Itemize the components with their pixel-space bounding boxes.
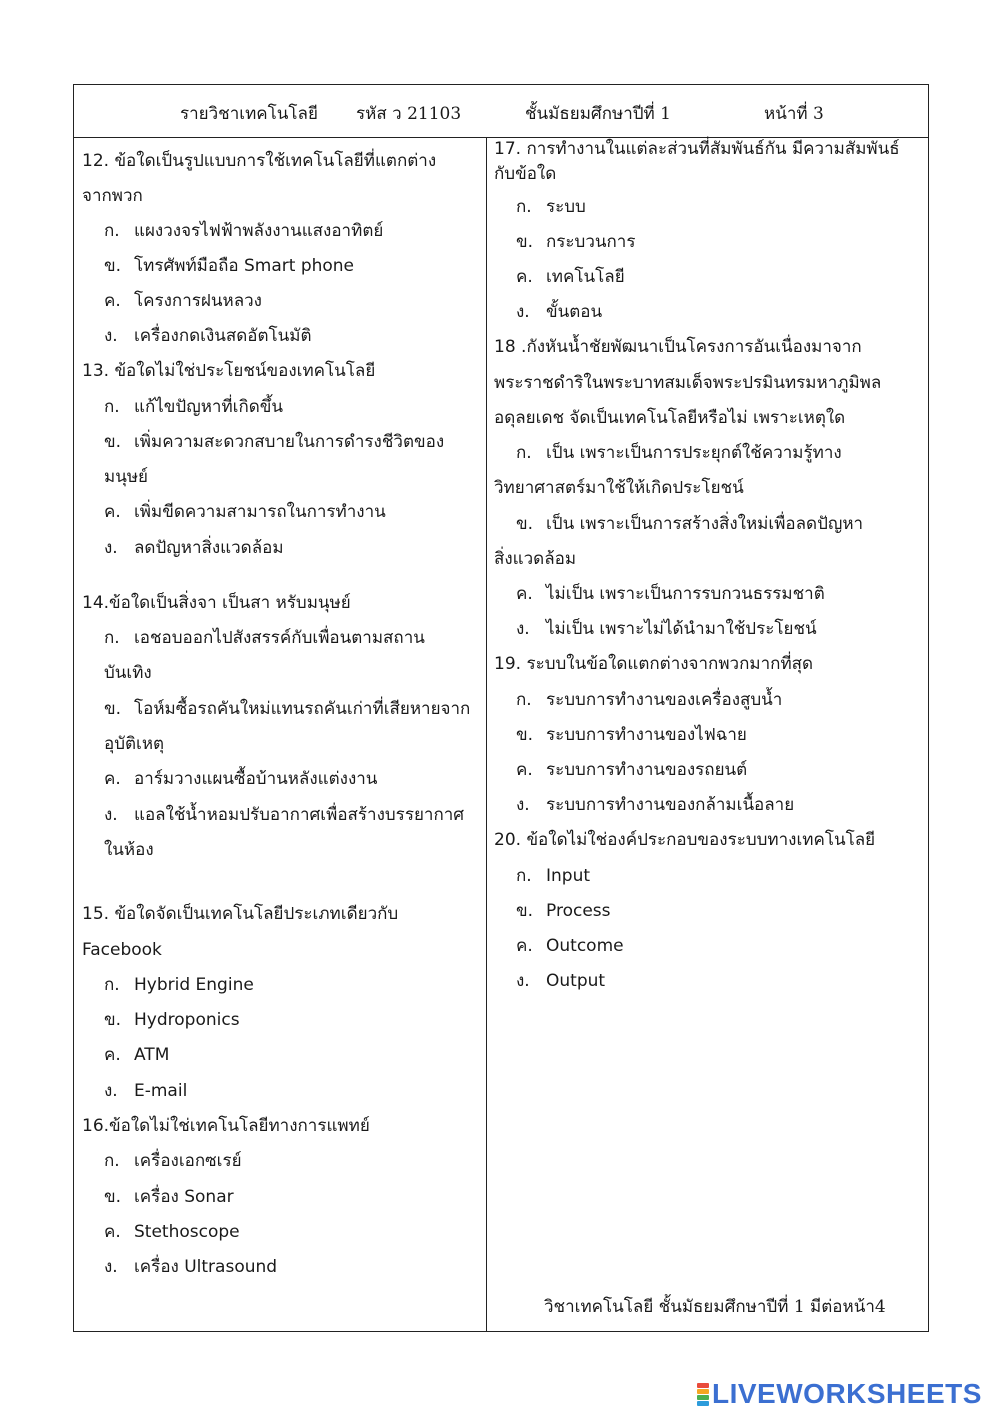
option-text: เครื่อง Sonar — [134, 1187, 234, 1207]
brand-name: LIVEWORKSHEETS — [712, 1378, 982, 1409]
answer-option — [82, 431, 444, 453]
header-grade: ชั้นมัธยมศึกษาปีที่ 1 — [525, 104, 671, 124]
answer-option — [82, 627, 425, 649]
option-letter: ง. — [516, 302, 530, 322]
option-letter: ค. — [104, 502, 121, 522]
option-text: โครงการฝนหลวง — [134, 291, 262, 311]
option-text: โอห์มซื้อรถคันใหม่แทนรถคันเก่าที่เสียหายจาก — [134, 699, 471, 719]
option-letter: ข. — [104, 256, 122, 276]
answer-option — [82, 396, 283, 418]
logo-bar — [697, 1389, 709, 1394]
option-text: ATM — [134, 1045, 170, 1065]
option-text: ไม่เป็น เพราะไม่ได้นำมาใช้ประโยชน์ — [546, 619, 817, 639]
option-text: โทรศัพท์มือถือ Smart phone — [134, 256, 355, 276]
option-text: ระบบการทำงานของรถยนต์ — [546, 760, 748, 780]
option-text: กระบวนการ — [546, 232, 636, 252]
option-continuation: ในห้อง — [104, 840, 154, 860]
answer-option — [82, 501, 386, 523]
option-letter: ค. — [104, 291, 121, 311]
answer-option — [494, 935, 624, 957]
answer-option — [82, 255, 354, 277]
option-letter: ง. — [104, 326, 118, 346]
option-text: แผงวงจรไฟฟ้าพลังงานแสงอาทิตย์ — [134, 221, 384, 241]
answer-option — [494, 970, 605, 992]
option-letter: ค. — [104, 1222, 121, 1242]
logo-bar — [697, 1401, 709, 1406]
option-letter: ค. — [516, 936, 533, 956]
answer-option — [494, 442, 842, 464]
answer-option — [494, 689, 782, 711]
worksheet-header — [74, 85, 928, 138]
answer-option — [494, 900, 611, 922]
option-text: ขั้นตอน — [546, 302, 603, 322]
answer-option — [82, 1256, 277, 1278]
question-text: 13. ข้อใดไม่ใช่ประโยชน์ของเทคโนโลยี — [82, 361, 376, 381]
option-text: Hybrid Engine — [134, 975, 254, 995]
option-text: ระบบการทำงานของไฟฉาย — [546, 725, 747, 745]
question-text: Facebook — [82, 940, 162, 960]
option-letter: ก. — [516, 443, 532, 463]
answer-option — [494, 794, 794, 816]
header-subject: รายวิชาเทคโนโลยี — [180, 104, 318, 124]
answer-option — [494, 513, 863, 535]
question-text: สิ่งแวดล้อม — [494, 549, 577, 569]
option-text: Input — [546, 866, 591, 886]
answer-option — [494, 618, 817, 640]
option-text: เครื่องเอกซเรย์ — [134, 1151, 242, 1171]
option-letter: ค. — [516, 267, 533, 287]
answer-option — [82, 1044, 169, 1066]
option-letter: ข. — [516, 232, 534, 252]
option-text: เอชอบออกไปสังสรรค์กับเพื่อนตามสถาน — [134, 628, 425, 648]
question-text: 15. ข้อใดจัดเป็นเทคโนโลยีประเภทเดียวกับ — [82, 904, 399, 924]
option-letter: ก. — [516, 197, 532, 217]
option-text: เป็น เพราะเป็นการสร้างสิ่งใหม่เพื่อลดปัญหา — [546, 514, 864, 534]
option-continuation: บันเทิง — [104, 663, 152, 683]
option-text: ลดปัญหาสิ่งแวดล้อม — [134, 538, 284, 558]
answer-option — [82, 1221, 240, 1243]
liveworksheets-logo-icon — [697, 1383, 709, 1406]
answer-option — [82, 1009, 240, 1031]
answer-option — [82, 290, 262, 312]
option-letter: ข. — [104, 699, 122, 719]
question-text: พระราชดำริในพระบาทสมเด็จพระปรมินทรมหาภูมิพล — [494, 373, 882, 393]
question-text: กับข้อใด — [494, 164, 557, 184]
answer-option — [82, 1150, 242, 1172]
option-text: Stethoscope — [134, 1222, 240, 1242]
question-text: 19. ระบบในข้อใดแตกต่างจากพวกมากที่สุด — [494, 654, 814, 674]
question-text: 18 .กังหันน้ำชัยพัฒนาเป็นโครงการอันเนื่องมาจาก — [494, 337, 862, 357]
question-text: 20. ข้อใดไม่ใช่องค์ประกอบของระบบทางเทคโนโลยี — [494, 830, 876, 850]
option-letter: ง. — [516, 619, 530, 639]
option-letter: ค. — [516, 584, 533, 604]
option-text: เป็น เพราะเป็นการประยุกต์ใช้ความรู้ทาง — [546, 443, 842, 463]
footer-note: วิชาเทคโนโลยี ชั้นมัธยมศึกษาปีที่ 1 มีต่อหน้า4 — [544, 1297, 886, 1317]
option-letter: ง. — [516, 971, 530, 991]
question-text: 14.ข้อใดเป็นสิ่งจา เป็นสา หรับมนุษย์ — [82, 593, 351, 613]
answer-option — [494, 724, 747, 746]
answer-option — [82, 325, 312, 347]
option-letter: ก. — [104, 221, 120, 241]
answer-option — [494, 301, 602, 323]
answer-option — [494, 266, 625, 288]
answer-option — [494, 583, 825, 605]
answer-option — [82, 220, 383, 242]
logo-bar — [697, 1383, 709, 1388]
option-letter: ค. — [104, 769, 121, 789]
option-letter: ก. — [516, 690, 532, 710]
column-divider — [486, 138, 487, 1331]
question-text: จากพวก — [82, 186, 143, 206]
option-text: Process — [546, 901, 611, 921]
answer-option — [82, 1080, 187, 1102]
answer-option — [82, 1186, 234, 1208]
question-text: 16.ข้อใดไม่ใช่เทคโนโลยีทางการแพทย์ — [82, 1116, 370, 1136]
option-text: ระบบการทำงานของกล้ามเนื้อลาย — [546, 795, 795, 815]
answer-option — [82, 804, 464, 826]
answer-option — [82, 698, 470, 720]
option-letter: ข. — [104, 432, 122, 452]
option-letter: ค. — [104, 1045, 121, 1065]
option-letter: ก. — [104, 628, 120, 648]
option-text: แอลใช้น้ำหอมปรับอากาศเพื่อสร้างบรรยากาศ — [134, 805, 465, 825]
option-text: เทคโนโลยี — [546, 267, 625, 287]
option-letter: ค. — [516, 760, 533, 780]
option-letter: ข. — [104, 1187, 122, 1207]
option-letter: ข. — [516, 514, 534, 534]
liveworksheets-brand — [697, 1380, 982, 1408]
option-letter: ก. — [516, 866, 532, 886]
option-letter: ง. — [516, 795, 530, 815]
option-text: ไม่เป็น เพราะเป็นการรบกวนธรรมชาติ — [546, 584, 825, 604]
answer-option — [494, 196, 586, 218]
option-letter: ก. — [104, 975, 120, 995]
option-text: เครื่อง Ultrasound — [134, 1257, 278, 1277]
answer-option — [82, 537, 284, 559]
option-text: อาร์มวางแผนซื้อบ้านหลังแต่งงาน — [134, 769, 378, 789]
option-letter: ก. — [104, 1151, 120, 1171]
option-letter: ข. — [516, 901, 534, 921]
option-continuation: มนุษย์ — [104, 467, 148, 487]
option-text: Hydroponics — [134, 1010, 240, 1030]
option-text: ระบบการทำงานของเครื่องสูบน้ำ — [546, 690, 783, 710]
question-text: อดุลยเดช จัดเป็นเทคโนโลยีหรือไม่ เพราะเหตุใด — [494, 408, 846, 428]
option-letter: ข. — [104, 1010, 122, 1030]
option-text: Output — [546, 971, 606, 991]
option-text: เพิ่มความสะดวกสบายในการดำรงชีวิตของ — [134, 432, 445, 452]
option-text: แก้ไขปัญหาที่เกิดขึ้น — [134, 397, 284, 417]
worksheet-frame — [73, 84, 929, 1332]
answer-option — [82, 768, 377, 790]
answer-option — [494, 865, 590, 887]
answer-option — [494, 759, 747, 781]
option-letter: ก. — [104, 397, 120, 417]
option-letter: ข. — [516, 725, 534, 745]
logo-bar — [697, 1395, 709, 1400]
question-text: 12. ข้อใดเป็นรูปแบบการใช้เทคโนโลยีที่แตกต่าง — [82, 151, 437, 171]
header-course-code: รหัส ว 21103 — [356, 104, 462, 124]
answer-option — [494, 231, 635, 253]
option-letter: ง. — [104, 1081, 118, 1101]
option-letter: ง. — [104, 538, 118, 558]
option-continuation: อุบัติเหตุ — [104, 734, 165, 754]
option-text: E-mail — [134, 1081, 188, 1101]
header-page-number: หน้าที่ 3 — [764, 104, 824, 124]
option-text: เครื่องกดเงินสดอัตโนมัติ — [134, 326, 312, 346]
option-text: Outcome — [546, 936, 624, 956]
option-text: ระบบ — [546, 197, 586, 217]
question-text: 17. การทำงานในแต่ละส่วนที่สัมพันธ์กัน มีความสัมพันธ์ — [494, 139, 900, 159]
option-text: เพิ่มขีดความสามารถในการทำงาน — [134, 502, 386, 522]
answer-option — [82, 974, 254, 996]
option-letter: ง. — [104, 1257, 118, 1277]
option-letter: ง. — [104, 805, 118, 825]
question-text: วิทยาศาสตร์มาใช้ให้เกิดประโยชน์ — [494, 478, 744, 498]
